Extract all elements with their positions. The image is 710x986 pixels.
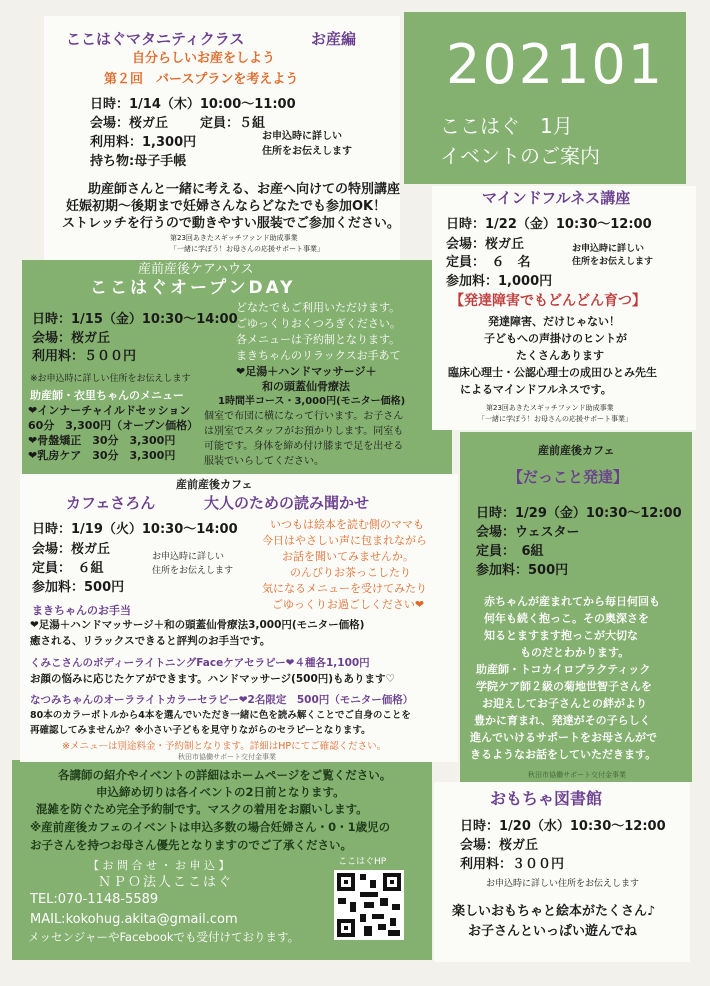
dakko-venue: 会場：ウェスター (476, 525, 580, 540)
mindful-fund1: 第23回あきたスギッチファンド助成事業 (486, 404, 614, 412)
maternity-fund1: 第23回あきたスギッチファンド助成事業 (170, 234, 298, 242)
dakko-b4: ものだとわかります。 (520, 646, 630, 659)
info-tel: TEL:070-1148-5589 (30, 892, 159, 907)
cafe-p1: いつもは絵本を読む側のママも (270, 518, 424, 531)
openday-r11: 服装でいらしてください。 (204, 456, 324, 467)
header-line2: イベントのご案内 (440, 144, 600, 168)
cafe-natsu3: 再確認してみませんか？※小さい子どもを見守りながらのセラピーとなります。 (30, 725, 371, 736)
cafe-title-b: 大人のための読み聞かせ (204, 494, 370, 512)
cafe-p6: ごゆっくりお過ごしください❤ (272, 598, 425, 611)
dakko-b3: 知るとますます抱っこが大切な (484, 629, 638, 642)
cafe-kumi2: お顔の悩みに応じたケアができます。ハンドマッサージ(500円)もあります♡ (30, 673, 395, 685)
mindful-capacity: 定員： ６ 名 (446, 255, 531, 270)
openday-r1: どなたでもご利用いただけます。 (236, 301, 401, 314)
dakko-b6: 学院ケア師２級の菊地世智子さんを (476, 680, 652, 693)
cafe-fee: 参加料：500円 (32, 580, 125, 595)
mindful-fund2: 「一緒に学ぼう！お母さんの応援サポート事業」 (478, 415, 632, 423)
maternity-capacity: 定員：５組 (200, 116, 266, 131)
cafe-note1: お申込時に詳しい (152, 552, 225, 562)
dakko-b9: 進んでいけるサポートをお母さんがで (470, 731, 657, 744)
cafe-date: 日時：1/19（火）10:30～14:00 (32, 522, 238, 537)
openday-m3: ❤骨盤矯正 30分 3,300円 (28, 434, 176, 447)
cafe-foot: ※メニューは別途料金・予約制となります。詳細はHPにてご確認ください。 (62, 741, 387, 752)
maternity-title-b: お産編 (311, 30, 357, 48)
openday-menu-head: 助産師・衣里ちゃんのメニュー (30, 389, 184, 402)
cafe-p2: 今日はやさしい声に包まれながら (262, 534, 427, 547)
mindful-title: マインドフルネス講座 (482, 189, 631, 207)
openday-m2: 60分 3,300円（オープン価格） (28, 419, 199, 432)
openday-title: ここはぐオープンDAY (90, 278, 296, 298)
info-l1: 各講師の紹介やイベントの詳細はホームページをご覧ください。 (58, 768, 392, 782)
maternity-body3: ストレッチを行うので動きやすい服装でご参加ください。 (62, 216, 400, 231)
info-l3: 混雑を防ぐため完全予約制です。マスクの着用をお願いします。 (36, 802, 368, 816)
mindful-b1: 発達障害、だけじゃない！ (488, 315, 620, 328)
openday-r10: 可能です。身体を締め付け膝まで足を出せる (204, 441, 404, 452)
cafe-natsu1: なつみちゃんのオーラライトカラーセラピー❤2名限定 500円（モニター価格） (30, 694, 414, 706)
mindful-b5: によるマインドフルネスです。 (460, 383, 612, 396)
openday-m4: ❤乳房ケア 30分 3,300円 (28, 449, 176, 462)
cafe-maki1: ❤足湯＋ハンドマッサージ＋和の頭蓋仙骨療法3,000円(モニター価格) (30, 619, 365, 631)
info-l5: お子さんを持つお母さん優先となりますのでご了承ください。 (30, 838, 352, 852)
info-c1: 【 お 問 合 せ ・ お 申 込 】 (88, 859, 230, 872)
openday-venue: 会場：桜ガ丘 (32, 331, 111, 346)
maternity-sub2: 第２回 バースプランを考えよう (104, 72, 299, 87)
mindful-b2: 子どもへの声掛けのヒントが (484, 332, 627, 345)
cafe-maki-head: まきちゃんのお手当 (32, 604, 131, 617)
openday-r6: 和の頭蓋仙骨療法 (262, 380, 350, 393)
openday-r8: 個室で布団に横になって行います。お子さん (204, 411, 404, 422)
mindful-b4: 臨床心理士・公認心理士の成田ひとみ先生 (448, 366, 657, 379)
mindful-subtitle: 【発達障害でもどんどん育つ】 (450, 293, 646, 309)
maternity-body2: 妊娠初期～後期まで妊婦さんならどなたでも参加OK！ (66, 199, 387, 214)
info-c2: ＮＰＯ法人ここはぐ (98, 875, 234, 890)
toy-fee: 利用料：３００円 (460, 857, 565, 872)
openday-r9: は別室でスタッフがお預かりします。同室も (204, 426, 404, 437)
maternity-sub1: 自分らしいお産をしよう (132, 51, 276, 66)
openday-r2: ごゆっくりおくつろぎください。 (236, 317, 401, 330)
info-msg: メッセンジャーやFacebookでも受付けております。 (28, 930, 300, 944)
cafe-natsu2: 80本のカラーボトルから4本を選んでいただき一緒に色を読み解くことでご自身のことを (30, 710, 411, 721)
openday-r3: 各メニューは予約制となります。 (236, 333, 401, 346)
maternity-date: 日時：1/14（木）10:00～11:00 (90, 97, 296, 112)
maternity-note1: お申込時に詳しい (262, 131, 342, 142)
dakko-capacity: 定員： 6組 (476, 544, 544, 559)
dakko-title: 【だっこと発達】 (508, 468, 629, 486)
maternity-fee: 利用料：1,300円 (90, 135, 197, 150)
toy-title: おもちゃ図書館 (490, 789, 603, 808)
header-year: 202101 (446, 33, 665, 96)
dakko-b10: きるようなお話をしていただきます。 (470, 748, 657, 761)
cafe-kumi1: くみこさんのボディーライトニングFaceケアセラピー❤４種各1,100円 (30, 657, 370, 669)
cafe-venue: 会場：桜ガ丘 (32, 542, 111, 557)
qr-code-icon[interactable] (334, 870, 404, 940)
maternity-fund2: 「一緒に学ぼう！お母さんの応援サポート事業」 (170, 245, 324, 253)
dakko-b7: お迎えしてお子さんとの絆がより (482, 697, 647, 710)
cafe-p4: のんびりお茶っこしたり (290, 566, 411, 579)
toy-b2: お子さんといっぱい遊んでね (468, 924, 638, 939)
info-mail[interactable]: MAIL:kokohug.akita@gmail.com (30, 912, 238, 927)
mindful-note2: 住所をお伝えします (572, 257, 654, 267)
dakko-b1: 赤ちゃんが産まれてから毎日何回も (484, 595, 660, 608)
openday-r4: まきちゃんのリラックスお手あて (236, 349, 401, 362)
dakko-date: 日時：1/29（金）10:30～12:00 (476, 506, 682, 521)
cafe-fund: 秋田市協働サポート交付金事業 (178, 753, 276, 761)
cafe-capacity: 定員： ６組 (32, 561, 104, 576)
cafe-p3: お話を聞いてみませんか。 (282, 550, 414, 563)
openday-note: ※お申込時に詳しい住所をお伝えします (30, 374, 191, 384)
cafe-note2: 住所をお伝えします (152, 566, 234, 576)
toy-b1: 楽しいおもちゃと絵本がたくさん♪ (452, 904, 656, 919)
dakko-b5: 助産師・トコカイロプラクティック (476, 663, 651, 676)
mindful-b3: たくさんあります (516, 349, 604, 362)
toy-date: 日時：1/20（水）10:30～12:00 (460, 819, 666, 834)
toy-note: お申込時に詳しい住所をお伝えします (486, 879, 640, 889)
cafe-maki2: 癒される、リラックスできると評判のお手当です。 (30, 635, 271, 647)
maternity-venue: 会場：桜ガ丘 (90, 116, 169, 131)
info-hp: ここはぐHP (338, 857, 387, 867)
dakko-b8: 豊かに育まれ、発達がその子らしく (474, 714, 651, 727)
dakko-b2: 何年も続く抱っこ。その奥深さを (484, 612, 649, 625)
cafe-title-a: カフェさろん (66, 494, 156, 512)
mindful-venue: 会場：桜ガ丘 (446, 237, 525, 252)
openday-fee: 利用料：５００円 (32, 349, 137, 364)
dakko-fund: 秋田市協働サポート交付金事業 (528, 771, 626, 779)
openday-m1: ❤インナーチャイルドセッション (28, 404, 191, 417)
toy-venue: 会場：桜ガ丘 (460, 838, 539, 853)
maternity-bring: 持ち物:母子手帳 (90, 154, 187, 169)
mindful-fee: 参加料：1,000円 (446, 274, 553, 289)
maternity-title: ここはぐマタニティクラス (66, 30, 245, 48)
openday-cap: 産前産後ケアハウス (138, 262, 254, 277)
dakko-cap: 産前産後カフェ (538, 444, 615, 457)
maternity-note2: 住所をお伝えします (262, 146, 352, 157)
info-l4: ※産前産後カフェのイベントは申込多数の場合妊婦さん・0・1歳児の (30, 820, 391, 834)
info-l2: 申込締め切りは各イベントの2日前となります。 (96, 785, 345, 799)
maternity-body1: 助産師さんと一緒に考える、お産へ向けての特別講座 (88, 182, 401, 197)
openday-r7: 1時間半コース・3,000円(モニター価格) (218, 396, 406, 407)
dakko-fee: 参加料：500円 (476, 563, 569, 578)
cafe-cap: 産前産後カフェ (176, 478, 253, 491)
mindful-note1: お申込時に詳しい (572, 244, 645, 254)
cafe-p5: 気になるメニューを受けてみたり (262, 582, 427, 595)
mindful-date: 日時：1/22（金）10:30～12:00 (446, 217, 652, 232)
openday-date: 日時：1/15（金）10:30～14:00 (32, 312, 238, 327)
header-line1: ここはぐ 1月 (440, 114, 573, 138)
openday-r5: ❤足湯＋ハンドマッサージ＋ (236, 365, 377, 378)
